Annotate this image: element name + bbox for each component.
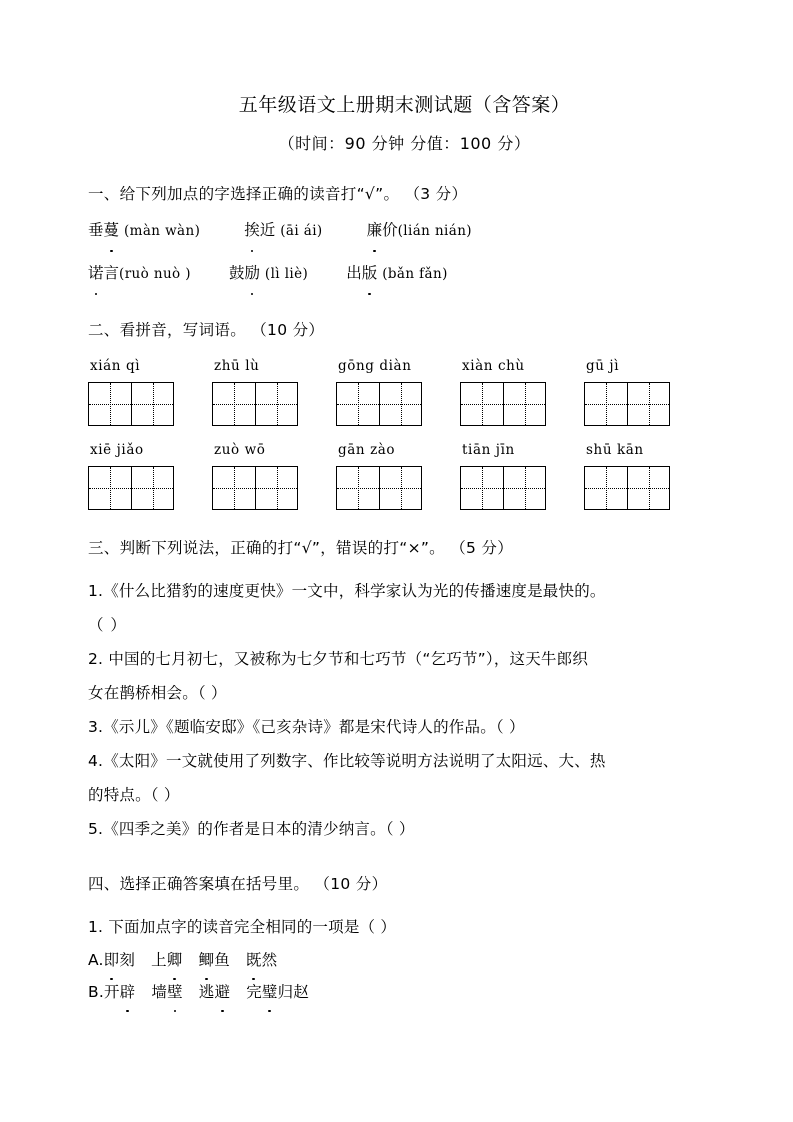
- dotted-character: 蔓: [104, 212, 120, 248]
- section-heading-1: 一、给下列加点的字选择正确的读音打“√”。 （3 分）: [88, 185, 468, 203]
- tianzige-cell[interactable]: [213, 467, 255, 509]
- tianzige-cell[interactable]: [503, 383, 545, 425]
- pinyin-label: gān zào: [338, 442, 396, 458]
- dotted-character: 廉: [367, 212, 383, 248]
- option-a-word-3: [198, 951, 229, 969]
- tianzige-box[interactable]: [460, 382, 546, 426]
- tianzige-cell[interactable]: [503, 467, 545, 509]
- option-b-word-1: [104, 983, 135, 1001]
- judge-item-2: 2. 中国的七月初七，又被称为七夕节和七巧节（“乞巧节”），这天牛郎织: [88, 650, 589, 668]
- page-subtitle: （时间：90 分钟 分值：100 分）: [278, 134, 531, 153]
- tianzige-box[interactable]: [212, 382, 298, 426]
- multiple-choice-question-1[interactable]: 1. 下面加点字的读音完全相同的一项是（ ）: [88, 918, 397, 936]
- dotted-character: 壁: [167, 976, 183, 1008]
- tianzige-cell[interactable]: [379, 467, 421, 509]
- tianzige-box[interactable]: [584, 382, 670, 426]
- word-prefix: 垂: [88, 221, 104, 239]
- dotted-character: 挨: [244, 212, 260, 248]
- judge-item-4: 4.《太阳》一文就使用了列数字、作比较等说明方法说明了太阳远、大、热: [88, 752, 606, 770]
- word-suffix: 鱼: [214, 951, 230, 969]
- choice-item[interactable]: [88, 212, 200, 249]
- judge-item-4-cont[interactable]: 的特点。（ ）: [88, 786, 180, 804]
- pronunciation-choice-row-2: [88, 255, 721, 292]
- tianzige-cell[interactable]: [627, 467, 669, 509]
- pinyin-label: xián qì: [90, 358, 141, 374]
- tianzige-box[interactable]: [212, 466, 298, 510]
- dotted-character: 诺: [88, 255, 104, 291]
- judge-item-5[interactable]: 5.《四季之美》的作者是日本的清少纳言。（ ）: [88, 820, 415, 838]
- option-b-label: B.: [88, 983, 104, 1001]
- pinyin-options[interactable]: (ruò nuò ): [119, 266, 191, 282]
- spacer: [323, 212, 367, 249]
- choice-item[interactable]: [229, 255, 308, 292]
- judge-item-2-cont[interactable]: 女在鹊桥相会。（ ）: [88, 684, 227, 702]
- tianzige-cell[interactable]: [255, 383, 297, 425]
- tianzige-cell[interactable]: [627, 383, 669, 425]
- word-prefix: 上: [151, 951, 167, 969]
- tianzige-cell[interactable]: [461, 383, 503, 425]
- tianzige-box[interactable]: [584, 466, 670, 510]
- word-grid-group[interactable]: [212, 358, 298, 426]
- option-a-label: A.: [88, 951, 104, 969]
- write-words-grid-row-1: [88, 358, 721, 426]
- option-a[interactable]: [88, 944, 721, 976]
- pinyin-label: tiān jīn: [462, 442, 515, 458]
- option-b[interactable]: [88, 976, 721, 1008]
- tianzige-box[interactable]: [88, 382, 174, 426]
- choice-item[interactable]: [244, 212, 322, 249]
- tianzige-cell[interactable]: [585, 383, 627, 425]
- option-a-word-4: [246, 951, 277, 969]
- word-suffix: 价: [382, 221, 398, 239]
- dotted-character: 鲫: [198, 944, 214, 976]
- dotted-character: 避: [214, 976, 230, 1008]
- dotted-character: 辟: [120, 976, 136, 1008]
- tianzige-cell[interactable]: [131, 467, 173, 509]
- word-prefix: 开: [103, 983, 120, 1001]
- tianzige-box[interactable]: [460, 466, 546, 510]
- word-prefix: 出: [346, 264, 362, 282]
- tianzige-cell[interactable]: [461, 467, 503, 509]
- tianzige-cell[interactable]: [255, 467, 297, 509]
- dotted-character: 既: [246, 944, 262, 976]
- tianzige-cell[interactable]: [337, 467, 379, 509]
- section-heading-3: 三、判断下列说法，正确的打“√”，错误的打“×”。 （5 分）: [88, 539, 514, 557]
- word-prefix: 鼓: [228, 264, 245, 282]
- tianzige-cell[interactable]: [89, 467, 131, 509]
- word-grid-group[interactable]: [460, 358, 546, 426]
- dotted-character: 励: [244, 255, 260, 291]
- option-b-word-4: [246, 983, 309, 1001]
- judge-item-1: 1.《什么比猎豹的速度更快》一文中，科学家认为光的传播速度是最快的。: [88, 582, 606, 600]
- word-suffix: 归赵: [277, 983, 309, 1001]
- pinyin-options[interactable]: (màn wàn): [123, 223, 201, 239]
- pronunciation-choice-row-1: [88, 212, 721, 249]
- dotted-character: 卿: [167, 944, 183, 976]
- tianzige-box[interactable]: [336, 466, 422, 510]
- tianzige-cell[interactable]: [89, 383, 131, 425]
- word-grid-group[interactable]: [336, 442, 422, 510]
- word-grid-group[interactable]: [584, 442, 670, 510]
- dotted-character: 即: [104, 944, 120, 976]
- page-title: 五年级语文上册期末测试题（含答案）: [238, 94, 571, 116]
- write-words-grid-row-2: [88, 442, 721, 510]
- tianzige-cell[interactable]: [337, 383, 379, 425]
- option-b-word-3: [199, 983, 230, 1001]
- section-heading-2: 二、看拼音，写词语。 （10 分）: [88, 321, 325, 339]
- word-suffix: 近: [259, 221, 276, 239]
- pinyin-label: gōng diàn: [338, 358, 412, 374]
- section-heading-4: 四、选择正确答案填在括号里。 （10 分）: [88, 875, 388, 893]
- word-suffix: 然: [261, 951, 278, 969]
- pinyin-label: xiàn chù: [462, 358, 525, 374]
- choice-item[interactable]: [88, 255, 191, 292]
- dotted-character: 版: [362, 255, 378, 291]
- word-grid-group[interactable]: [584, 358, 670, 426]
- spacer: [191, 255, 229, 292]
- tianzige-box[interactable]: [336, 382, 422, 426]
- tianzige-cell[interactable]: [379, 383, 421, 425]
- tianzige-cell[interactable]: [585, 467, 627, 509]
- spacer: [200, 212, 244, 249]
- word-grid-group[interactable]: [212, 442, 298, 510]
- tianzige-box[interactable]: [88, 466, 174, 510]
- word-grid-group[interactable]: [336, 358, 422, 426]
- word-grid-group[interactable]: [88, 442, 174, 510]
- pinyin-label: zuò wō: [214, 442, 266, 458]
- choice-item[interactable]: [346, 255, 448, 292]
- pinyin-options[interactable]: (lián nián): [397, 223, 472, 239]
- pinyin-options[interactable]: (bǎn fǎn): [382, 266, 448, 282]
- tianzige-cell[interactable]: [213, 383, 255, 425]
- tianzige-cell[interactable]: [131, 383, 173, 425]
- option-b-word-2: [151, 983, 182, 1001]
- word-grid-group[interactable]: [460, 442, 546, 510]
- word-suffix: 言: [103, 264, 120, 282]
- option-a-word-1: [104, 951, 135, 969]
- pinyin-label: xiē jiǎo: [90, 442, 144, 458]
- spacer: [308, 255, 346, 292]
- word-suffix: 刻: [119, 951, 136, 969]
- word-prefix: 逃: [198, 983, 215, 1001]
- pinyin-label: zhū lù: [214, 358, 260, 374]
- dotted-character: 璧: [262, 976, 278, 1008]
- word-prefix: 墙: [151, 983, 168, 1001]
- judge-item-3[interactable]: 3.《示儿》《题临安邸》《己亥杂诗》都是宋代诗人的作品。（ ）: [88, 718, 525, 736]
- pinyin-label: shū kān: [586, 442, 644, 458]
- judge-answer-blank-1[interactable]: （ ）: [88, 616, 127, 634]
- pinyin-options[interactable]: (āi ái): [280, 223, 323, 239]
- word-grid-group[interactable]: [88, 358, 174, 426]
- choice-item[interactable]: [367, 212, 472, 249]
- word-prefix: 完: [246, 983, 262, 1001]
- pinyin-options[interactable]: (lì liè): [264, 266, 309, 282]
- pinyin-label: gū jì: [586, 358, 620, 374]
- option-a-word-2: [151, 951, 182, 969]
